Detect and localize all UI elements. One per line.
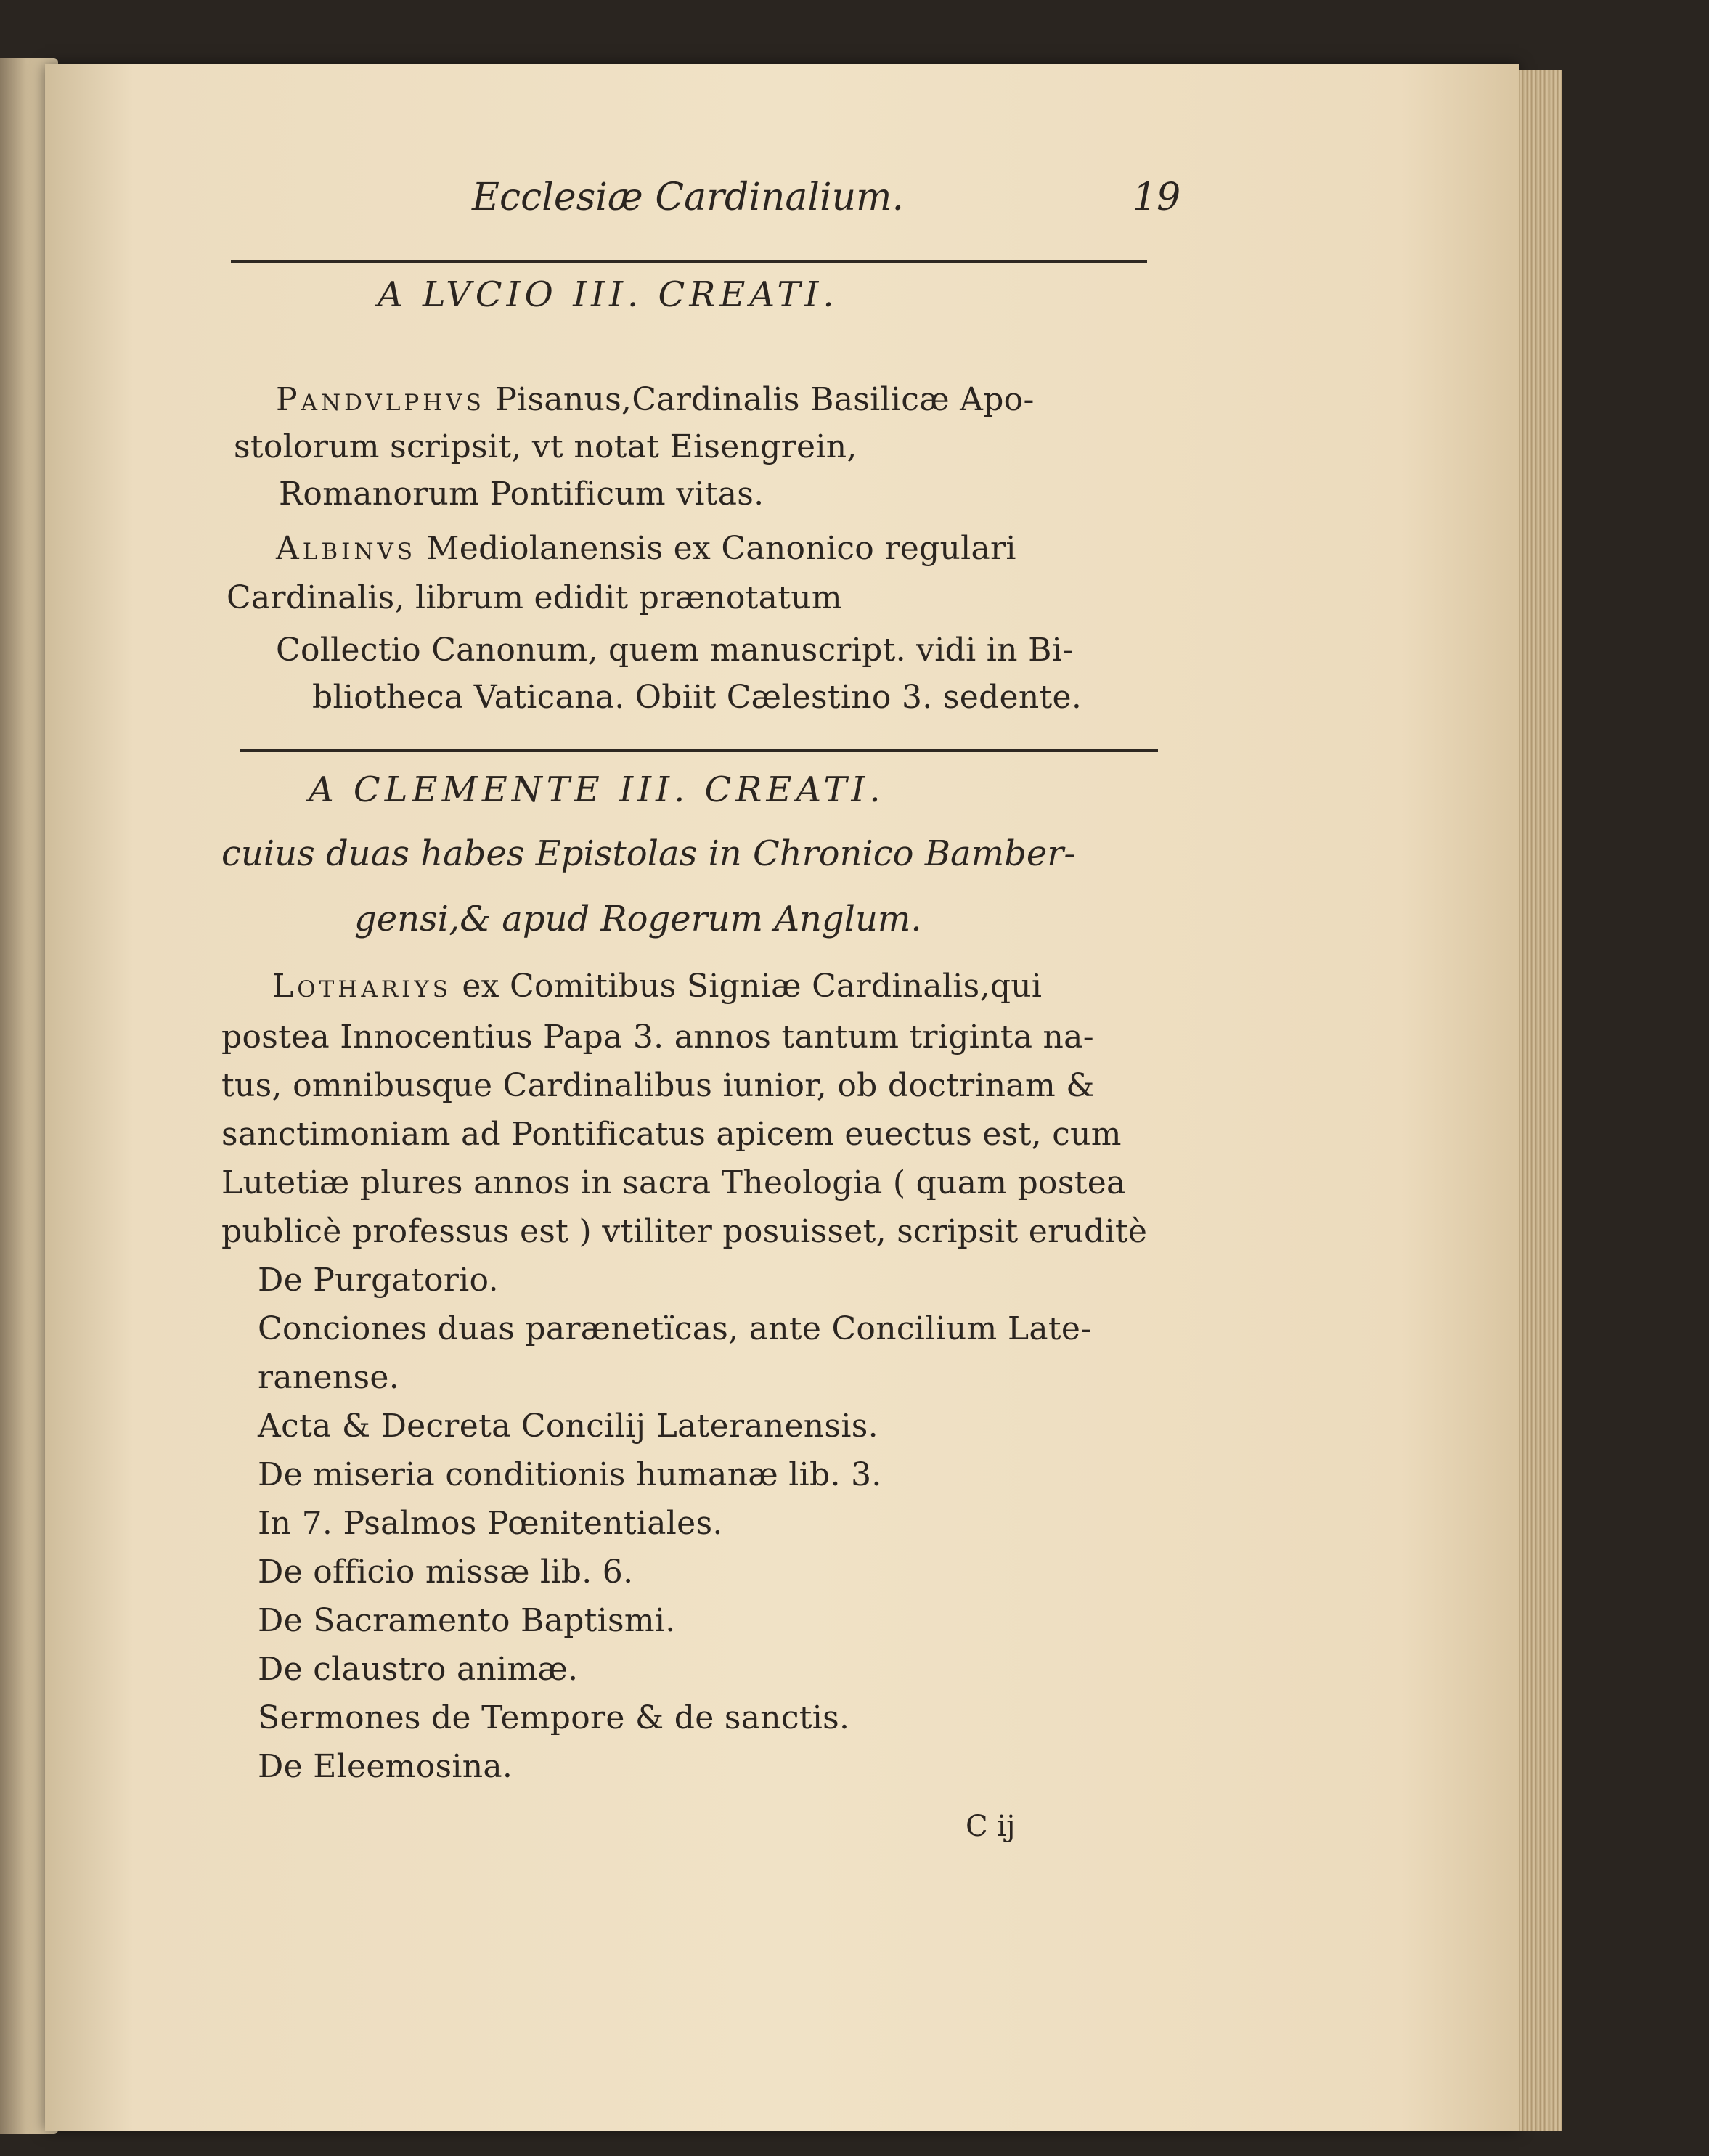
section2-line-10: Acta & Decreta Concilij Lateranensis. [258, 1408, 878, 1445]
section2-line-8: Conciones duas parænetïcas, ante Concilium Late- [258, 1310, 1092, 1347]
section2-subheading-2: gensi,& apud Rogerum Anglum. [354, 899, 922, 939]
running-header [472, 176, 1198, 226]
section1-line-2: stolorum scripsit, vt notat Eisengrein, [234, 428, 857, 465]
section1-line-4 [276, 530, 1016, 567]
running-title: Ecclesiæ Cardinalium. [472, 176, 904, 219]
section2-line-2: postea Innocentius Papa 3. annos tantum triginta na- [221, 1018, 1094, 1055]
section2-line-15: De claustro animæ. [258, 1651, 579, 1688]
section1-line-3: Romanorum Pontificum vitas. [279, 475, 764, 513]
section2-line-14: De Sacramento Baptismi. [258, 1602, 676, 1639]
section2-heading: A CLEMENTE III. CREATI. [309, 769, 885, 810]
section2-line-4: sanctimoniam ad Pontificatus apicem euectus est, cum [221, 1116, 1122, 1153]
section1-line-5: Cardinalis, librum edidit prænotatum [227, 579, 842, 616]
section2-line-9: ranense. [258, 1359, 399, 1396]
line-text: ex Comitibus Signiæ Cardinalis,qui [452, 968, 1043, 1005]
rule-middle [240, 749, 1158, 752]
page-stack-edge [1519, 70, 1562, 2131]
section1-line-7: bliotheca Vaticana. Obiit Cælestino 3. sedente. [312, 679, 1082, 716]
section2-line-3: tus, omnibusque Cardinalibus iunior, ob doctrinam & [221, 1067, 1095, 1104]
section1-line-1 [276, 381, 1035, 418]
section2-line-11: De miseria conditionis humanæ lib. 3. [258, 1456, 882, 1493]
line-text: Mediolanensis ex Canonico regulari [416, 530, 1016, 567]
section2-line-13: De officio missæ lib. 6. [258, 1553, 634, 1591]
section2-line-12: In 7. Psalmos Pœnitentiales. [258, 1505, 723, 1542]
section2-line-6: publicè professus est ) vtiliter posuisset, scripsit eruditè [221, 1213, 1148, 1250]
signature-mark: C ij [966, 1810, 1016, 1843]
section2-line-5: Lutetiæ plures annos in sacra Theologia ( quam postea [221, 1164, 1126, 1201]
section2-subheading-1: cuius duas habes Epistolas in Chronico Bamber- [221, 833, 1076, 874]
section2-line-1 [272, 968, 1042, 1005]
section2-line-7: De Purgatorio. [258, 1262, 499, 1299]
page-number: 19 [1133, 176, 1181, 219]
rule-top [231, 260, 1147, 263]
section2-line-16: Sermones de Tempore & de sanctis. [258, 1699, 850, 1736]
name-caps: Lothariys [272, 968, 452, 1005]
name-caps: Albinvs [276, 530, 417, 567]
line-text: Pisanus,Cardinalis Basilicæ Apo- [484, 381, 1035, 418]
section1-line-6: Collectio Canonum, quem manuscript. vidi in Bi- [276, 632, 1074, 669]
section2-line-17: De Eleemosina. [258, 1748, 513, 1785]
name-caps: Pandvlphvs [276, 381, 485, 418]
section1-heading: A LVCIO III. CREATI. [378, 274, 839, 315]
